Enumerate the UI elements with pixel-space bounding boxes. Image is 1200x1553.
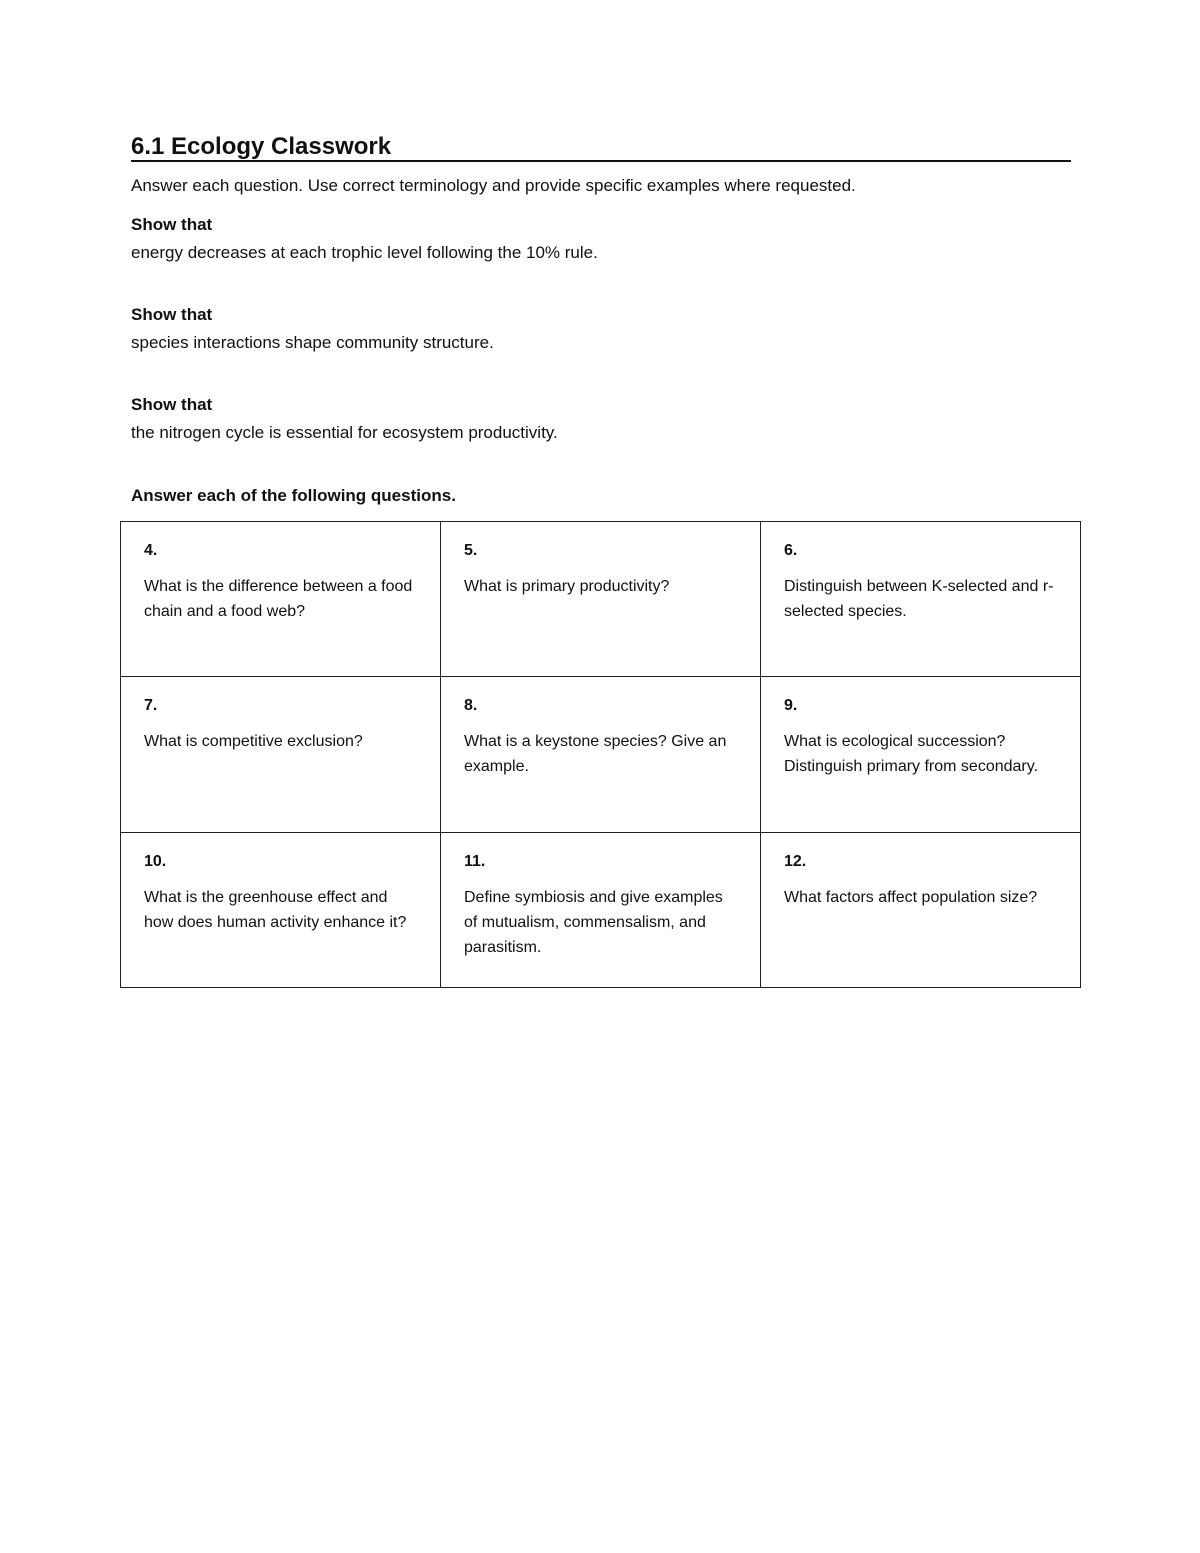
question-cell: [121, 522, 441, 677]
question-cell: [761, 522, 1081, 677]
instructions: Answer each question. Use correct terminology and provide specific examples where requested.: [131, 176, 856, 195]
show-that-item: [131, 211, 598, 267]
question-text: What is competitive exclusion?: [144, 733, 363, 751]
show-that-label: Show that: [131, 395, 213, 414]
question-number: 12.: [784, 852, 807, 870]
show-that-text: species interactions shape community structure.: [131, 333, 494, 352]
question-cell: [121, 832, 441, 987]
show-that-text: energy decreases at each trophic level following the 10% rule.: [131, 243, 598, 262]
table-row: [121, 832, 1081, 987]
question-cell: [121, 677, 441, 832]
show-that-label: Show that: [131, 305, 213, 324]
questions-table: [120, 521, 1081, 988]
question-cell: [761, 832, 1081, 987]
question-number: 11.: [464, 852, 486, 870]
question-cell: [441, 522, 761, 677]
question-text: What is the greenhouse effect and how does human activity enhance it?: [144, 888, 407, 931]
question-number: 8.: [464, 697, 478, 715]
question-text: Define symbiosis and give examples of mutualism, commensalism, and parasitism.: [464, 888, 723, 956]
show-that-text: the nitrogen cycle is essential for ecosystem productivity.: [131, 423, 558, 442]
question-number: 5.: [464, 542, 478, 559]
question-text: What is the difference between a food chain and a food web?: [144, 578, 413, 620]
question-cell: [761, 677, 1081, 832]
show-that-item: [131, 301, 494, 357]
table-row: [121, 522, 1081, 677]
show-that-item: [131, 391, 558, 447]
question-text: What factors affect population size?: [784, 888, 1038, 906]
table-row: [121, 677, 1081, 832]
question-text: What is a keystone species? Give an example.: [464, 733, 727, 776]
question-number: 9.: [784, 697, 798, 715]
question-cell: [441, 832, 761, 987]
show-that-label: Show that: [131, 215, 213, 234]
page-title: 6.1 Ecology Classwork: [131, 132, 1071, 162]
question-number: 4.: [144, 542, 158, 559]
question-text: What is ecological succession? Distinguish primary from secondary.: [784, 733, 1039, 776]
questions-heading: Answer each of the following questions.: [131, 486, 456, 505]
question-text: What is primary productivity?: [464, 578, 670, 595]
question-number: 10.: [144, 852, 167, 870]
question-text: Distinguish between K-selected and r-selected species.: [784, 578, 1054, 620]
question-number: 6.: [784, 542, 798, 559]
question-cell: [441, 677, 761, 832]
question-number: 7.: [144, 697, 158, 715]
